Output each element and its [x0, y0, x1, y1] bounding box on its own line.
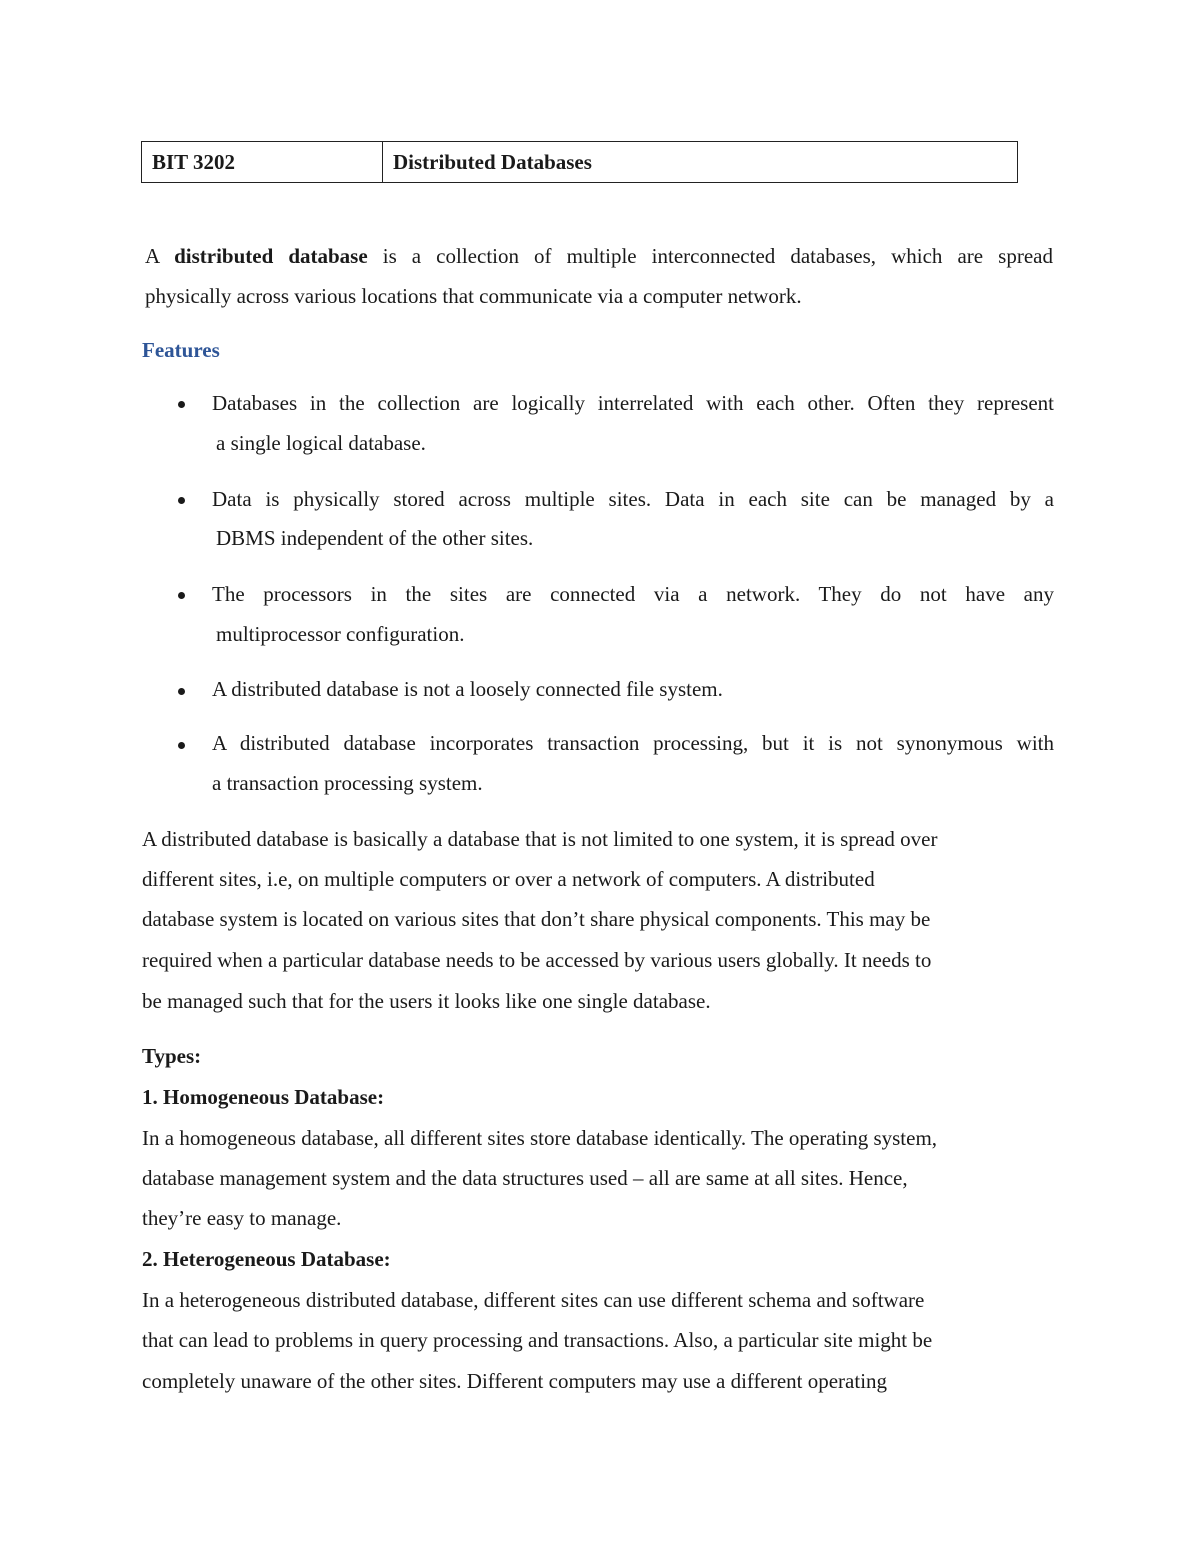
- intro-line-1: [145, 236, 1053, 276]
- intro-line-2: physically across various locations that communicate via a computer network.: [145, 284, 802, 308]
- intro-line1-rest: is a collection of multiple interconnected databases, which are spread: [367, 244, 1053, 268]
- summary-line-2: different sites, i.e, on multiple computers or over a network of computers. A distributed: [142, 867, 875, 891]
- bullet-4-dot: [178, 688, 185, 695]
- bullet-5-dot: [178, 742, 185, 749]
- summary-line-1: A distributed database is basically a database that is not limited to one system, it is spread over: [142, 827, 938, 851]
- bullet-5-line-2: a transaction processing system.: [212, 771, 483, 795]
- heterogeneous-line-3: completely unaware of the other sites. Different computers may use a different operating: [142, 1369, 888, 1393]
- bullet-4-line-1: A distributed database is not a loosely connected file system.: [212, 677, 723, 701]
- bullet-1-line-2: a single logical database.: [216, 431, 426, 455]
- homogeneous-line-3: they’re easy to manage.: [142, 1206, 342, 1230]
- course-title: Distributed Databases: [383, 142, 1018, 183]
- features-heading: Features: [142, 338, 220, 362]
- bullet-1-line-1: Databases in the collection are logically interrelated with each other. Often they represent: [212, 391, 1054, 415]
- summary-line-3: database system is located on various sites that don’t share physical components. This may be: [142, 907, 931, 931]
- summary-line-5: be managed such that for the users it looks like one single database.: [142, 989, 711, 1013]
- types-heading: Types:: [142, 1044, 202, 1068]
- bullet-3-line-2: multiprocessor configuration.: [216, 622, 465, 646]
- bullet-2-dot: [178, 497, 185, 504]
- bullet-2-line-2: DBMS independent of the other sites.: [216, 526, 534, 550]
- summary-line-4: required when a particular database needs to be accessed by various users globally. It needs to: [142, 948, 932, 972]
- bullet-3-line-1: The processors in the sites are connected via a network. They do not have any: [212, 582, 1054, 606]
- homogeneous-line-1: In a homogeneous database, all different sites store database identically. The operating system,: [142, 1126, 938, 1150]
- bullet-3-dot: [178, 592, 185, 599]
- intro-prefix: A: [145, 244, 175, 268]
- heterogeneous-line-2: that can lead to problems in query processing and transactions. Also, a particular site might be: [142, 1328, 933, 1352]
- heterogeneous-title: 2. Heterogeneous Database:: [142, 1247, 391, 1271]
- heterogeneous-line-1: In a heterogeneous distributed database, different sites can use different schema and software: [142, 1288, 925, 1312]
- bullet-1-dot: [178, 401, 185, 408]
- homogeneous-line-2: database management system and the data structures used – all are same at all sites. Hence,: [142, 1166, 908, 1190]
- course-code: BIT 3202: [142, 142, 383, 183]
- bullet-2-line-1: Data is physically stored across multiple sites. Data in each site can be managed by a: [212, 487, 1054, 511]
- course-header-table: [141, 141, 1018, 183]
- homogeneous-title: 1. Homogeneous Database:: [142, 1085, 385, 1109]
- intro-term: distributed database: [174, 244, 368, 268]
- bullet-5-line-1: A distributed database incorporates transaction processing, but it is not synonymous with: [212, 731, 1054, 755]
